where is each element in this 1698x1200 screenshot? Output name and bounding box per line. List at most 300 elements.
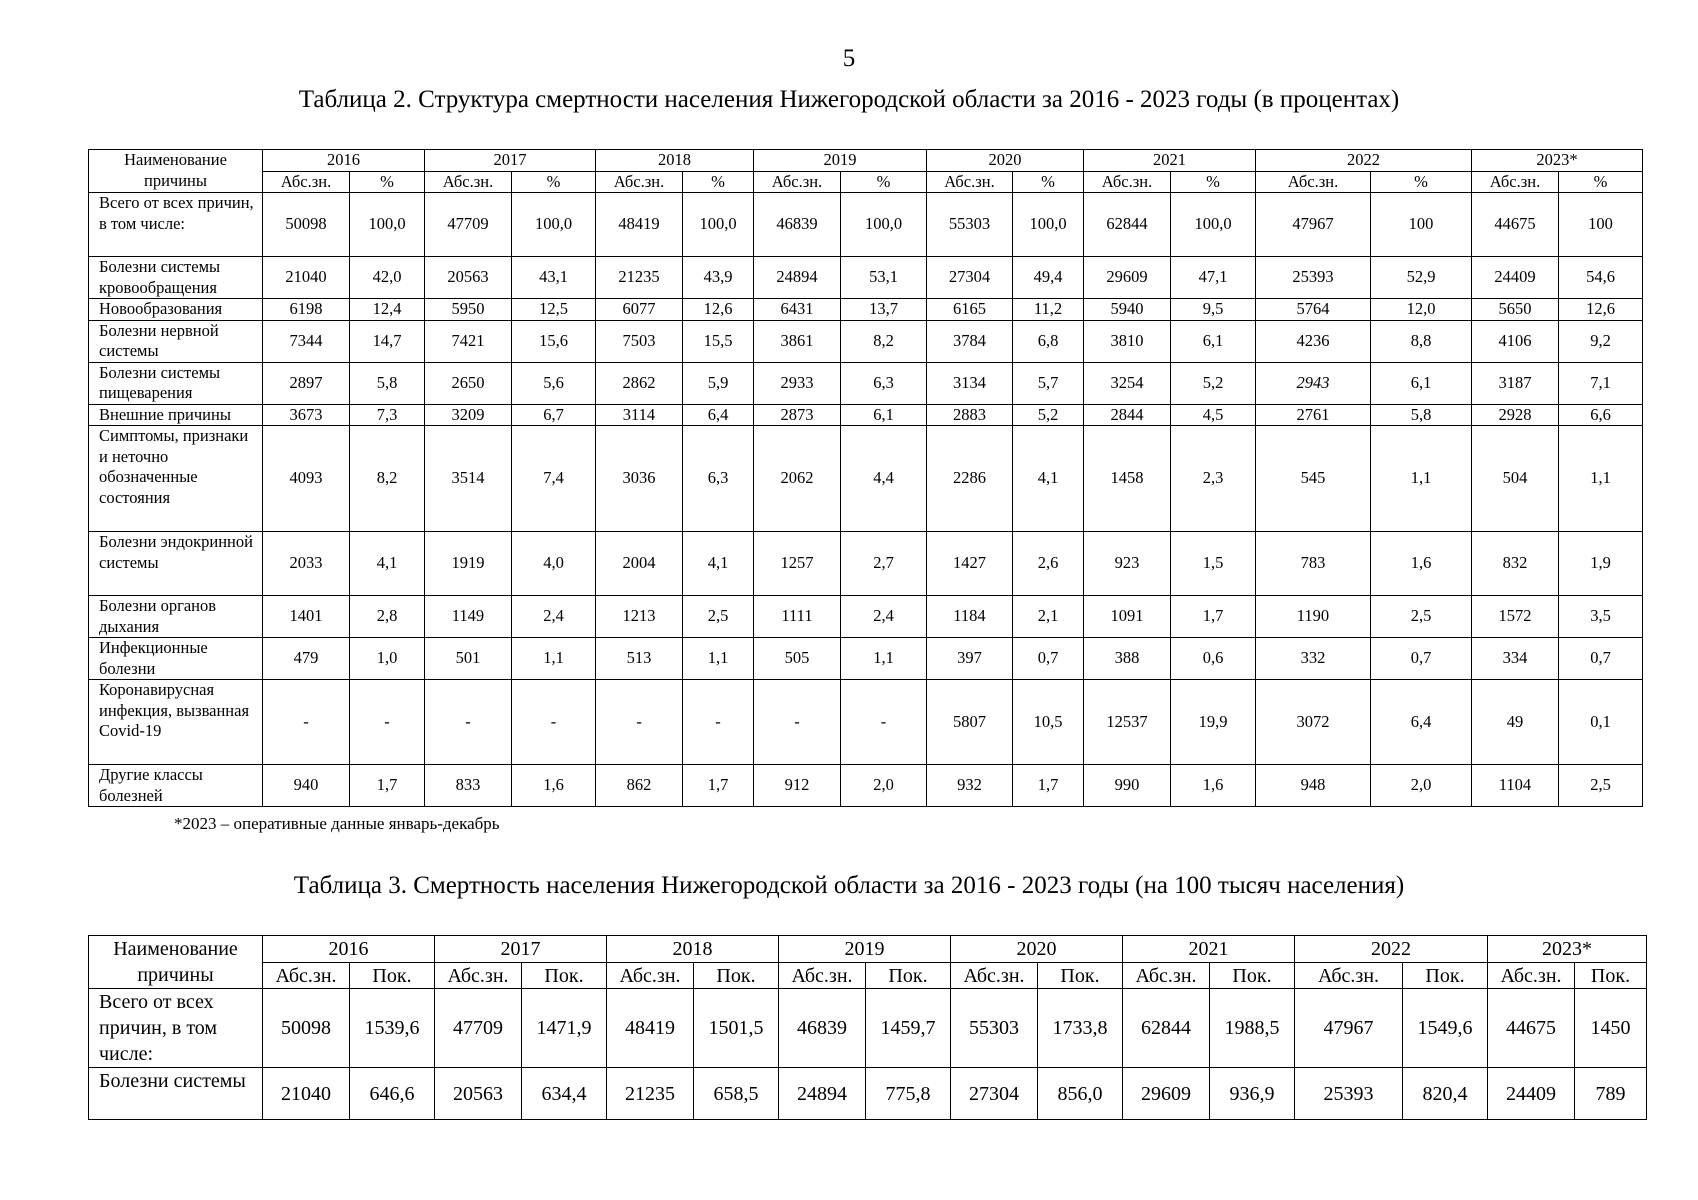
cause-name: Другие классы болезней	[89, 765, 263, 807]
cell-absolute: 3784	[927, 320, 1013, 362]
cell-value: 8,8	[1371, 320, 1472, 362]
cell-absolute: 27304	[927, 257, 1013, 299]
subheader-abs: Абс.зн.	[1295, 963, 1403, 989]
year-header: 2020	[951, 936, 1123, 963]
cell-absolute: 2033	[263, 532, 350, 596]
cell-absolute: 6077	[596, 299, 683, 321]
cell-value: 5,8	[1371, 404, 1472, 426]
cause-name: Внешние причины	[89, 404, 263, 426]
cell-absolute: 948	[1256, 765, 1371, 807]
cell-absolute: -	[425, 680, 512, 765]
cell-absolute: 55303	[927, 193, 1013, 257]
cell-absolute: 3134	[927, 362, 1013, 404]
cell-absolute: 62844	[1123, 989, 1210, 1068]
cell-value: 5,2	[1013, 404, 1084, 426]
subheader-value: %	[683, 171, 754, 193]
table-2-footnote: *2023 – оперативные данные январь-декабрь	[174, 814, 500, 833]
cell-absolute: 4106	[1472, 320, 1559, 362]
cell-absolute: 48419	[607, 989, 694, 1068]
cell-absolute: 1919	[425, 532, 512, 596]
cell-value: 820,4	[1403, 1068, 1488, 1120]
cell-value: 0,6	[1171, 638, 1256, 680]
subheader-abs: Абс.зн.	[425, 171, 512, 193]
cell-value: 9,5	[1171, 299, 1256, 321]
cell-value: 52,9	[1371, 257, 1472, 299]
table-row	[89, 404, 1643, 426]
cell-absolute: 2761	[1256, 404, 1371, 426]
cell-value: 1,0	[350, 638, 425, 680]
cell-value: 2,0	[1371, 765, 1472, 807]
subheader-value: %	[1171, 171, 1256, 193]
cell-value: 8,2	[350, 426, 425, 532]
cell-absolute: 44675	[1472, 193, 1559, 257]
cell-absolute: 3209	[425, 404, 512, 426]
cell-absolute: 1458	[1084, 426, 1171, 532]
cell-value: 100,0	[512, 193, 596, 257]
cell-absolute: 5650	[1472, 299, 1559, 321]
cell-value: 1,1	[512, 638, 596, 680]
cell-value: -	[683, 680, 754, 765]
cell-absolute: 1401	[263, 596, 350, 638]
cell-absolute: 6431	[754, 299, 841, 321]
cell-absolute: 5807	[927, 680, 1013, 765]
cell-absolute: 55303	[951, 989, 1038, 1068]
cell-absolute: 7503	[596, 320, 683, 362]
cell-absolute: 3514	[425, 426, 512, 532]
subheader-value: %	[1013, 171, 1084, 193]
cell-value: -	[841, 680, 927, 765]
cell-absolute: 2862	[596, 362, 683, 404]
cell-value: 1450	[1575, 989, 1647, 1068]
subheader-abs: Абс.зн.	[1256, 171, 1371, 193]
cell-value: 7,3	[350, 404, 425, 426]
cause-name: Коронавирусная инфекция, вызванная Covid-19	[89, 680, 263, 765]
subheader-value: Пок.	[866, 963, 951, 989]
cell-value: 42,0	[350, 257, 425, 299]
header-row-subcolumns	[89, 171, 1643, 193]
cell-absolute: 1213	[596, 596, 683, 638]
cell-absolute: 24894	[754, 257, 841, 299]
cell-value: 2,8	[350, 596, 425, 638]
subheader-value: %	[1559, 171, 1643, 193]
subheader-abs: Абс.зн.	[263, 963, 350, 989]
cause-name: Болезни эндокринной системы	[89, 532, 263, 596]
cell-absolute: 545	[1256, 426, 1371, 532]
cell-absolute: 3861	[754, 320, 841, 362]
cell-absolute: 50098	[263, 193, 350, 257]
header-name-line1: Наименование	[89, 150, 263, 172]
cell-value: 49,4	[1013, 257, 1084, 299]
cell-absolute: 1091	[1084, 596, 1171, 638]
cell-value: 2,0	[841, 765, 927, 807]
cell-absolute: 1257	[754, 532, 841, 596]
cell-absolute: 4236	[1256, 320, 1371, 362]
subheader-value: %	[350, 171, 425, 193]
cell-value: 14,7	[350, 320, 425, 362]
cell-absolute: 2897	[263, 362, 350, 404]
cell-value: 6,1	[1371, 362, 1472, 404]
cell-value: 5,7	[1013, 362, 1084, 404]
cell-absolute: 1572	[1472, 596, 1559, 638]
table-row	[89, 638, 1643, 680]
cell-absolute: 862	[596, 765, 683, 807]
cell-value: -	[512, 680, 596, 765]
table-2-caption: Таблица 2. Структура смертности населения Нижегородской области за 2016 - 2023 годы (в процентах)	[298, 86, 1400, 113]
subheader-abs: Абс.зн.	[1084, 171, 1171, 193]
cell-value: 1459,7	[866, 989, 951, 1068]
cell-value: 12,5	[512, 299, 596, 321]
year-header: 2021	[1084, 150, 1256, 172]
table-row	[89, 320, 1643, 362]
cell-value: 100,0	[683, 193, 754, 257]
cause-name: Болезни системы кровообращения	[89, 257, 263, 299]
cell-value: 856,0	[1038, 1068, 1123, 1120]
cell-absolute: 46839	[779, 989, 866, 1068]
cell-value: 2,3	[1171, 426, 1256, 532]
year-header: 2018	[596, 150, 754, 172]
cell-absolute: 4093	[263, 426, 350, 532]
cell-value: 10,5	[1013, 680, 1084, 765]
cell-value: 2,5	[683, 596, 754, 638]
header-row-years	[89, 936, 1647, 963]
cell-value: 1539,6	[350, 989, 435, 1068]
cell-absolute: 49	[1472, 680, 1559, 765]
cell-value: 0,7	[1559, 638, 1643, 680]
subheader-value: Пок.	[1575, 963, 1647, 989]
header-row-years	[89, 150, 1643, 172]
cell-absolute: 12537	[1084, 680, 1171, 765]
year-header: 2019	[754, 150, 927, 172]
subheader-value: Пок.	[694, 963, 779, 989]
cell-value: 4,4	[841, 426, 927, 532]
cell-absolute: 5940	[1084, 299, 1171, 321]
subheader-value: Пок.	[1210, 963, 1295, 989]
subheader-abs: Абс.зн.	[754, 171, 841, 193]
cell-value: 6,7	[512, 404, 596, 426]
subheader-abs: Абс.зн.	[927, 171, 1013, 193]
cell-absolute: 6165	[927, 299, 1013, 321]
cell-absolute: 3036	[596, 426, 683, 532]
subheader-abs: Абс.зн.	[951, 963, 1038, 989]
year-header: 2017	[435, 936, 607, 963]
year-header: 2018	[607, 936, 779, 963]
cell-value: 6,3	[841, 362, 927, 404]
subheader-value: %	[512, 171, 596, 193]
cell-absolute: 504	[1472, 426, 1559, 532]
table-row	[89, 1068, 1647, 1120]
table-row	[89, 989, 1647, 1068]
cell-value: 100,0	[350, 193, 425, 257]
cell-absolute: 2873	[754, 404, 841, 426]
cell-absolute: 783	[1256, 532, 1371, 596]
cell-absolute: 25393	[1256, 257, 1371, 299]
cell-value: 789	[1575, 1068, 1647, 1120]
cause-name: Болезни системы	[89, 1068, 263, 1120]
cell-value: 0,7	[1013, 638, 1084, 680]
cell-absolute: 3810	[1084, 320, 1171, 362]
cell-value: 2,5	[1559, 765, 1643, 807]
cell-value: 43,9	[683, 257, 754, 299]
cell-absolute: 29609	[1084, 257, 1171, 299]
cell-absolute: 2004	[596, 532, 683, 596]
cell-value: 6,3	[683, 426, 754, 532]
cell-absolute: 24409	[1488, 1068, 1575, 1120]
year-header: 2022	[1256, 150, 1472, 172]
cell-value: 43,1	[512, 257, 596, 299]
cell-value: 2,4	[512, 596, 596, 638]
cell-absolute: 1104	[1472, 765, 1559, 807]
cell-absolute: 1111	[754, 596, 841, 638]
cell-value: 12,0	[1371, 299, 1472, 321]
cell-value: 2,1	[1013, 596, 1084, 638]
cell-value: 3,5	[1559, 596, 1643, 638]
cell-absolute: 2928	[1472, 404, 1559, 426]
cell-absolute: 29609	[1123, 1068, 1210, 1120]
cell-absolute: 1149	[425, 596, 512, 638]
cell-absolute: 2943	[1256, 362, 1371, 404]
cell-absolute: 5764	[1256, 299, 1371, 321]
cell-value: 1,7	[350, 765, 425, 807]
cell-absolute: 505	[754, 638, 841, 680]
cell-absolute: 912	[754, 765, 841, 807]
subheader-value: Пок.	[350, 963, 435, 989]
cell-absolute: 1190	[1256, 596, 1371, 638]
cell-value: 2,4	[841, 596, 927, 638]
table-row	[89, 299, 1643, 321]
table-row	[89, 765, 1643, 807]
cell-absolute: 2883	[927, 404, 1013, 426]
cell-absolute: 20563	[435, 1068, 522, 1120]
header-name-line1: Наименование	[89, 936, 263, 963]
cell-absolute: 940	[263, 765, 350, 807]
cell-value: 7,1	[1559, 362, 1643, 404]
cell-absolute: 24894	[779, 1068, 866, 1120]
cell-value: 7,4	[512, 426, 596, 532]
cell-absolute: 932	[927, 765, 1013, 807]
cause-name: Инфекционные болезни	[89, 638, 263, 680]
cell-absolute: 62844	[1084, 193, 1171, 257]
cell-value: 2,7	[841, 532, 927, 596]
cause-name: Всего от всех причин, в том числе:	[89, 193, 263, 257]
cell-value: 1,7	[1013, 765, 1084, 807]
cause-name: Новообразования	[89, 299, 263, 321]
cell-absolute: 24409	[1472, 257, 1559, 299]
cell-value: 775,8	[866, 1068, 951, 1120]
cell-absolute: 50098	[263, 989, 350, 1068]
year-header: 2020	[927, 150, 1084, 172]
subheader-value: Пок.	[1038, 963, 1123, 989]
cell-absolute: 2933	[754, 362, 841, 404]
cell-absolute: 833	[425, 765, 512, 807]
subheader-abs: Абс.зн.	[263, 171, 350, 193]
table-row	[89, 596, 1643, 638]
cell-value: 1,1	[841, 638, 927, 680]
cell-absolute: 47709	[435, 989, 522, 1068]
cell-value: 1,5	[1171, 532, 1256, 596]
cell-value: 11,2	[1013, 299, 1084, 321]
cell-value: 1,6	[512, 765, 596, 807]
cell-absolute: 332	[1256, 638, 1371, 680]
cell-absolute: 3187	[1472, 362, 1559, 404]
cell-absolute: 923	[1084, 532, 1171, 596]
header-row-subcolumns	[89, 963, 1647, 989]
subheader-value: Пок.	[1403, 963, 1488, 989]
cell-value: 5,9	[683, 362, 754, 404]
cell-absolute: 2844	[1084, 404, 1171, 426]
cell-absolute: 2650	[425, 362, 512, 404]
cell-value: 1549,6	[1403, 989, 1488, 1068]
subheader-abs: Абс.зн.	[779, 963, 866, 989]
cell-absolute: 5950	[425, 299, 512, 321]
cell-absolute: 3072	[1256, 680, 1371, 765]
subheader-abs: Абс.зн.	[1472, 171, 1559, 193]
cell-absolute: -	[596, 680, 683, 765]
cell-value: 634,4	[522, 1068, 607, 1120]
cell-absolute: 7421	[425, 320, 512, 362]
cell-value: 53,1	[841, 257, 927, 299]
cell-value: 8,2	[841, 320, 927, 362]
year-header: 2023*	[1488, 936, 1647, 963]
cause-name: Болезни органов дыхания	[89, 596, 263, 638]
cell-absolute: 1184	[927, 596, 1013, 638]
cell-absolute: 501	[425, 638, 512, 680]
cell-value: 4,5	[1171, 404, 1256, 426]
cell-value: 5,6	[512, 362, 596, 404]
cell-value: 15,6	[512, 320, 596, 362]
cell-value: 1,1	[683, 638, 754, 680]
cell-value: 12,6	[1559, 299, 1643, 321]
cell-value: 4,1	[350, 532, 425, 596]
table-row	[89, 257, 1643, 299]
page-number: 5	[842, 45, 856, 72]
cell-value: 1,1	[1371, 426, 1472, 532]
cell-value: 6,1	[1171, 320, 1256, 362]
cell-absolute: 1427	[927, 532, 1013, 596]
cell-absolute: 21235	[596, 257, 683, 299]
cause-name: Симптомы, признаки и неточно обозначенные состояния	[89, 426, 263, 532]
year-header: 2022	[1295, 936, 1488, 963]
subheader-abs: Абс.зн.	[1488, 963, 1575, 989]
cell-absolute: 3254	[1084, 362, 1171, 404]
subheader-abs: Абс.зн.	[435, 963, 522, 989]
cell-value: 54,6	[1559, 257, 1643, 299]
cause-name: Болезни нервной системы	[89, 320, 263, 362]
cell-absolute: -	[754, 680, 841, 765]
cell-value: 6,6	[1559, 404, 1643, 426]
cell-absolute: 44675	[1488, 989, 1575, 1068]
header-name-line2: причины	[89, 963, 263, 989]
cell-value: 1988,5	[1210, 989, 1295, 1068]
cell-value: 6,8	[1013, 320, 1084, 362]
cell-absolute: -	[263, 680, 350, 765]
cell-value: 1,6	[1171, 765, 1256, 807]
cell-value: 13,7	[841, 299, 927, 321]
cell-value: 1,9	[1559, 532, 1643, 596]
cell-value: 936,9	[1210, 1068, 1295, 1120]
subheader-value: %	[841, 171, 927, 193]
cell-value: 1501,5	[694, 989, 779, 1068]
cell-value: 100	[1371, 193, 1472, 257]
cell-absolute: 3673	[263, 404, 350, 426]
cell-absolute: 2286	[927, 426, 1013, 532]
cell-absolute: 27304	[951, 1068, 1038, 1120]
table-row	[89, 193, 1643, 257]
cell-value: 1,6	[1371, 532, 1472, 596]
mortality-structure-table	[88, 149, 1643, 807]
cell-absolute: 47967	[1256, 193, 1371, 257]
cell-absolute: 513	[596, 638, 683, 680]
cell-value: 2,6	[1013, 532, 1084, 596]
cell-absolute: 388	[1084, 638, 1171, 680]
year-header: 2023*	[1472, 150, 1643, 172]
cell-value: 100,0	[841, 193, 927, 257]
table-3-caption: Таблица 3. Смертность населения Нижегородской области за 2016 - 2023 годы (на 100 тысяч населения)	[293, 872, 1405, 899]
table-row	[89, 680, 1643, 765]
cell-value: 12,4	[350, 299, 425, 321]
cell-absolute: 21040	[263, 257, 350, 299]
cell-absolute: 990	[1084, 765, 1171, 807]
header-name-line2: причины	[89, 171, 263, 193]
subheader-value: Пок.	[522, 963, 607, 989]
cell-value: 6,4	[683, 404, 754, 426]
cell-value: 100,0	[1171, 193, 1256, 257]
year-header: 2021	[1123, 936, 1295, 963]
cell-value: 5,2	[1171, 362, 1256, 404]
year-header: 2016	[263, 936, 435, 963]
cell-value: 4,1	[1013, 426, 1084, 532]
cell-value: 1,7	[683, 765, 754, 807]
cell-value: 1471,9	[522, 989, 607, 1068]
cell-value: 1733,8	[1038, 989, 1123, 1068]
cell-absolute: 47709	[425, 193, 512, 257]
table-row	[89, 426, 1643, 532]
cell-absolute: 3114	[596, 404, 683, 426]
cell-value: 100,0	[1013, 193, 1084, 257]
subheader-abs: Абс.зн.	[596, 171, 683, 193]
cell-value: 4,0	[512, 532, 596, 596]
table-row	[89, 362, 1643, 404]
cell-absolute: 21040	[263, 1068, 350, 1120]
cell-absolute: 6198	[263, 299, 350, 321]
subheader-abs: Абс.зн.	[607, 963, 694, 989]
subheader-abs: Абс.зн.	[1123, 963, 1210, 989]
cell-value: -	[350, 680, 425, 765]
cell-value: 4,1	[683, 532, 754, 596]
cell-value: 19,9	[1171, 680, 1256, 765]
cell-value: 5,8	[350, 362, 425, 404]
table-row	[89, 532, 1643, 596]
cell-absolute: 479	[263, 638, 350, 680]
cause-name: Болезни системы пищеварения	[89, 362, 263, 404]
cell-absolute: 334	[1472, 638, 1559, 680]
cell-absolute: 25393	[1295, 1068, 1403, 1120]
cell-absolute: 20563	[425, 257, 512, 299]
cell-value: 0,1	[1559, 680, 1643, 765]
cell-value: 646,6	[350, 1068, 435, 1120]
subheader-value: %	[1371, 171, 1472, 193]
cell-absolute: 7344	[263, 320, 350, 362]
cell-absolute: 2062	[754, 426, 841, 532]
year-header: 2019	[779, 936, 951, 963]
year-header: 2017	[425, 150, 596, 172]
cell-value: 0,7	[1371, 638, 1472, 680]
cell-value: 15,5	[683, 320, 754, 362]
mortality-rate-table	[88, 935, 1647, 1120]
cell-value: 1,1	[1559, 426, 1643, 532]
cell-absolute: 47967	[1295, 989, 1403, 1068]
cause-name: Всего от всех причин, в том числе:	[89, 989, 263, 1068]
cell-value: 2,5	[1371, 596, 1472, 638]
